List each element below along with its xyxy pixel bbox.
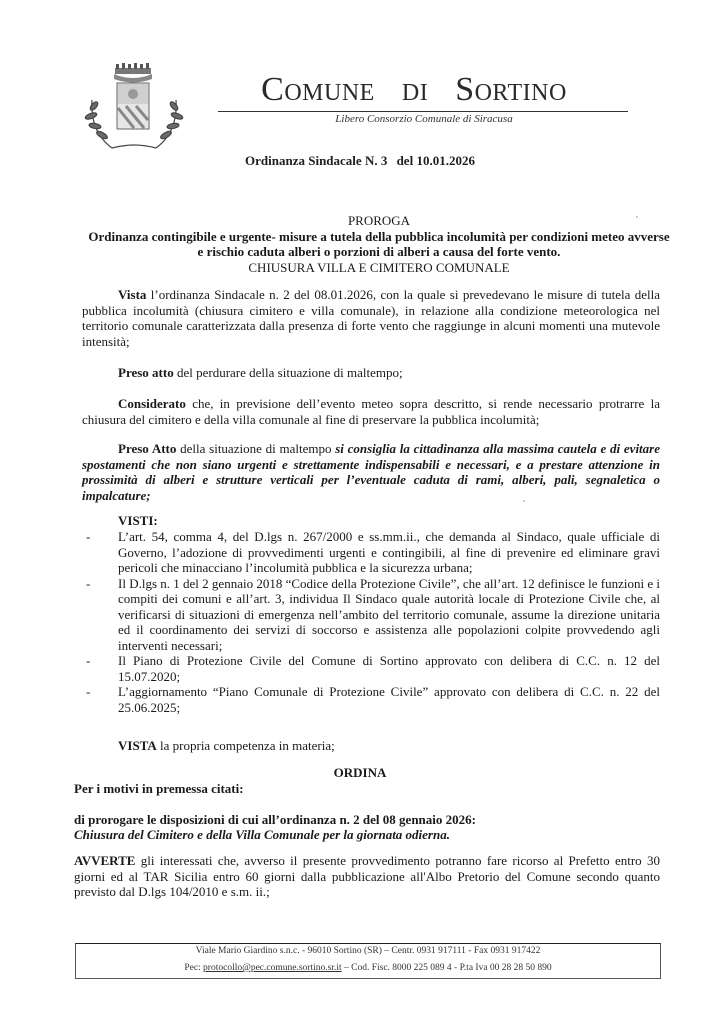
scan-speck	[636, 216, 638, 218]
visti-list	[82, 529, 660, 715]
visti-item	[82, 684, 660, 715]
paragraph-vista	[82, 287, 660, 349]
pec-email-link[interactable]: protocollo@pec.comune.sortino.sr.it	[203, 963, 342, 973]
paragraph-preso-atto	[82, 365, 660, 381]
visti-item	[82, 576, 660, 654]
paragraph-considerato	[82, 396, 660, 427]
municipal-coat-of-arms-icon	[82, 62, 186, 154]
paragraph-text: che, in previsione dell’evento meteo sopra descritto, si rende necessario protrarre la chiusura del cimitero e della villa comunale al fine di preservare la pubblica incolumità;	[82, 396, 660, 427]
ordina-heading: ORDINA	[333, 765, 387, 780]
fiscal-codes: – Cod. Fisc. 8000 225 089 4 - P.ta Iva 00 28 28 50 890	[341, 963, 552, 973]
title-word-di: di	[401, 71, 429, 108]
paragraph-vista-competenza	[118, 738, 335, 754]
ordina-proroga: di prorogare le disposizioni di cui all’ordinanza n. 2 del 08 gennaio 2026:	[74, 812, 476, 827]
visti-item	[82, 653, 660, 684]
paragraph-preso-atto-advice	[82, 441, 660, 503]
visti-item-text: Il D.lgs n. 1 del 2 gennaio 2018 “Codice della Protezione Civile”, che all’art. 12 definisce le funzioni e i compiti dei comuni e all’art. 3, individua Il Sindaco quale autorità locale di Protezione Civile che, al verificarsi di situazioni di emergenza nell’ambito del territorio comunale, assume la direzione unitaria ed il coordinamento dei servizi di soccorso e assistenza alle popolazioni colpite provvedendo agli interventi necessari;	[118, 575, 660, 653]
paragraph-text: del perdurare della situazione di maltempo;	[173, 365, 403, 380]
bullet-dash: -	[86, 575, 91, 591]
paragraph-text: la propria competenza in materia;	[156, 738, 335, 753]
paragraph-lead: VISTA	[118, 738, 157, 753]
footer-address: Viale Mario Giardino s.n.c. - 96010 Sortino (SR) – Centr. 0931 917111 - Fax 0931 917422	[195, 946, 541, 956]
visti-item	[82, 529, 660, 576]
heading-closure: CHIUSURA VILLA E CIMITERO COMUNALE	[248, 259, 510, 275]
paragraph-lead: Preso atto	[118, 365, 174, 380]
paragraph-lead: AVVERTE	[74, 853, 136, 868]
header-subtitle: Libero Consorzio Comunale di Siracusa	[335, 113, 513, 125]
heading-proroga: PROROGA	[347, 213, 411, 228]
title-word-sortino: Sortino	[455, 71, 567, 108]
paragraph-lead: Considerato	[118, 396, 186, 411]
visti-item-text: Il Piano di Protezione Civile del Comune di Sortino approvato con delibera di C.C. n. 12 del 15.07.2020;	[118, 653, 660, 684]
ordinance-date: del 10.01.2026	[396, 153, 475, 168]
bullet-dash: -	[86, 653, 91, 668]
paragraph-emphasis: si consiglia la cittadinanza alla massima cautela e di evitare spostamenti che non siano urgenti e strettamente indispensabili e necessari, e a prestare attenzione in prossimità di alberi e strutture verticali per l’eventuale caduta di rami, alberi, pali, segnaletica o impalcature;	[82, 441, 660, 503]
ordina-closure: Chiusura del Cimitero e della Villa Comunale per la giornata odierna.	[74, 827, 450, 842]
title-word-comune: Comune	[261, 71, 375, 108]
ordinance-heading	[80, 213, 678, 275]
paragraph-avverte	[74, 853, 660, 900]
visti-item-text: L’art. 54, comma 4, del D.lgs n. 267/2000 e ss.mm.ii., che demanda al Sindaco, quale ufficiale di Governo, l’adozione di provvedimenti urgenti e contingibili, al fine di prevenire ed eliminare gravi pericoli che minacciano l’incolumità pubblica e la sicurezza urbana;	[118, 529, 660, 575]
ordina-motivi: Per i motivi in premessa citati:	[74, 781, 244, 796]
bullet-dash: -	[86, 529, 91, 544]
bullet-dash: -	[86, 684, 91, 699]
paragraph-lead: Vista	[118, 287, 147, 302]
municipality-title	[214, 70, 614, 110]
paragraph-lead: Preso Atto	[118, 441, 177, 456]
paragraph-text: della situazione di maltempo	[176, 441, 336, 456]
footer-contacts	[75, 963, 661, 973]
pec-label: Pec:	[184, 963, 204, 973]
ordinance-number	[0, 153, 720, 169]
visti-item-text: L’aggiornamento “Piano Comunale di Protezione Civile” approvato con delibera di C.C. n. 22 del 25.06.2025;	[118, 684, 660, 715]
ordinance-label: Ordinanza Sindacale N. 3	[245, 153, 388, 168]
paragraph-text: l’ordinanza Sindacale n. 2 del 08.01.2026, con la quale si prevedevano le misure di tutela della pubblica incolumità (chiusura cimitero e villa comunale), in relazione alla condizione meteorologica nel territorio comunale caratterizzata dalla presenza di forte vento che raggiunge in alcuni momenti una mutevole intensità;	[82, 287, 660, 349]
header-divider	[218, 111, 628, 112]
heading-subject: Ordinanza contingibile e urgente- misure a tutela della pubblica incolumità per condizioni meteo avverse e rischio caduta alberi o porzioni di alberi a causa del forte vento.	[88, 228, 670, 259]
scan-speck	[523, 500, 525, 502]
visti-heading: VISTI:	[118, 513, 158, 528]
paragraph-text: gli interessati che, avverso il presente provvedimento potranno fare ricorso al Prefetto entro 30 giorni ed al TAR Sicilia entro 60 giorni dalla pubblicazione all'Albo Pretorio del Comune secondo quanto previsto dal D.lgs 104/2010 e s.m. ii.;	[74, 853, 660, 899]
